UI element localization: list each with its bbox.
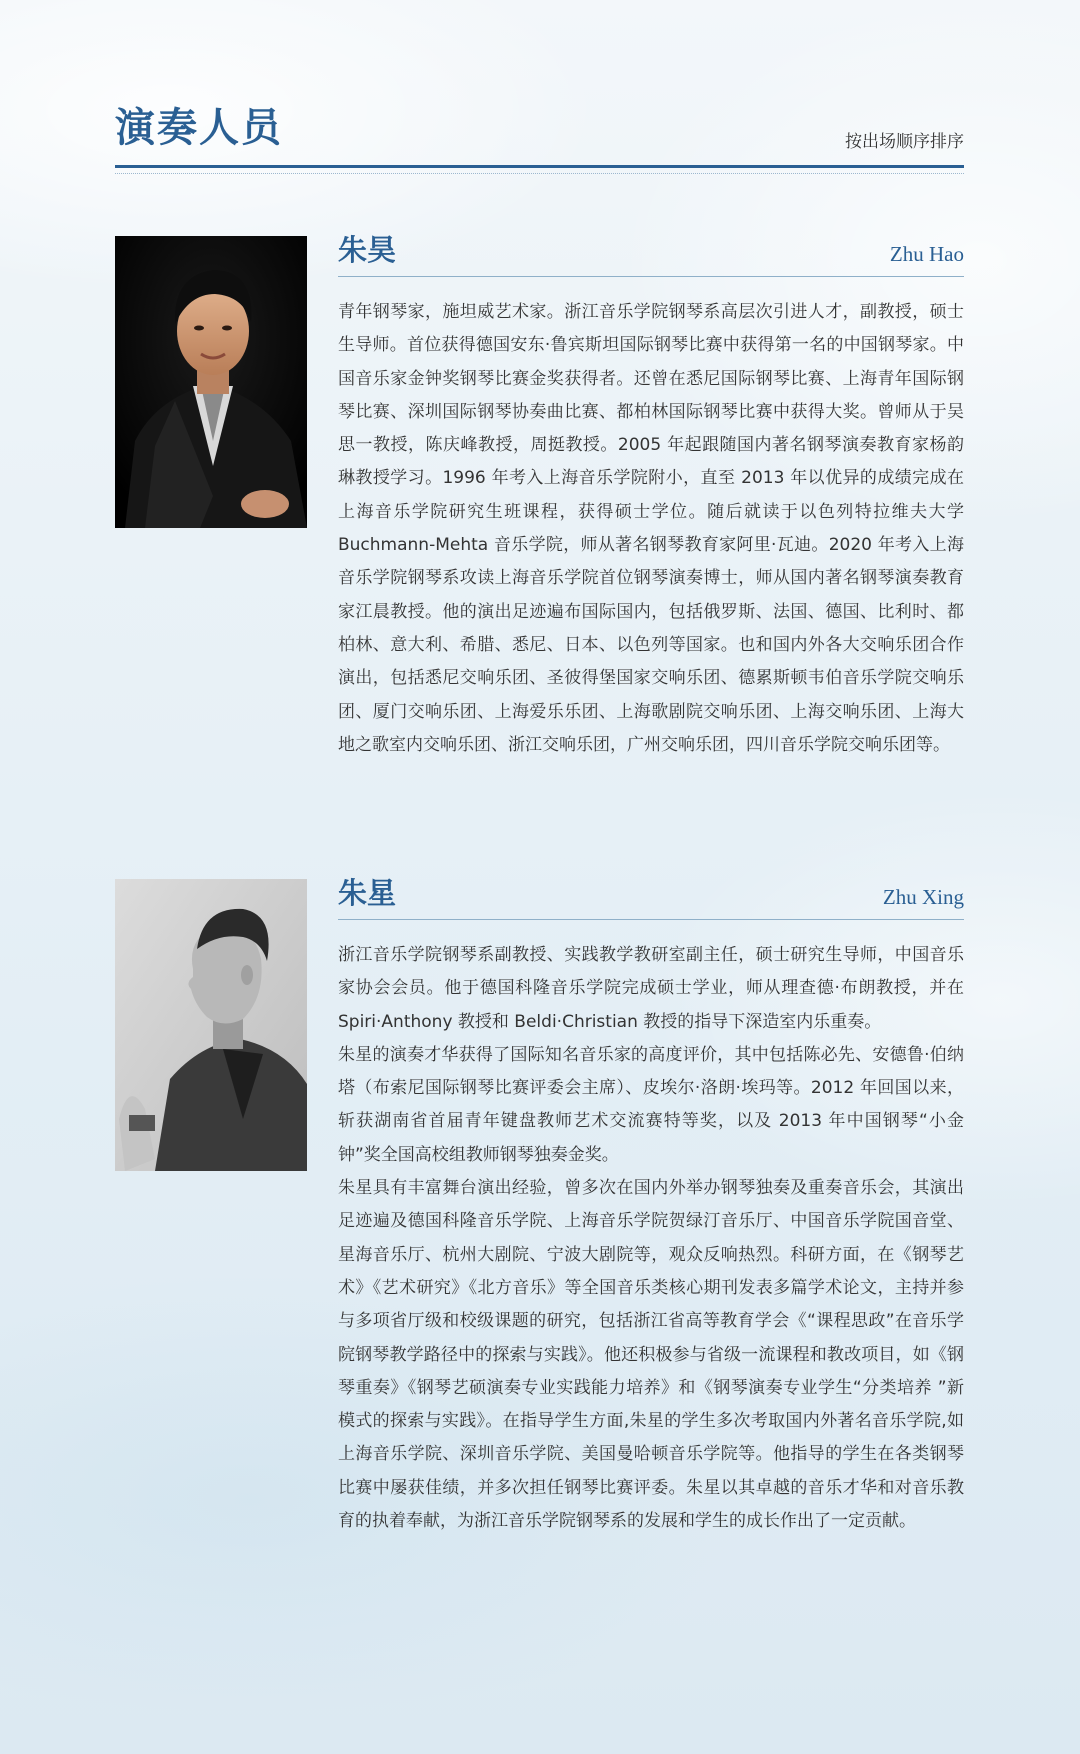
bio-paragraph: 朱星具有丰富舞台演出经验，曾多次在国内外举办钢琴独奏及重奏音乐会，其演出足迹遍及德国科隆音乐学院、上海音乐学院贺绿汀音乐厅、中国音乐学院国音堂、星海音乐厅、杭州大剧院、宁波大剧院等，观众反响热烈。科研方面，在《钢琴艺术》《艺术研究》《北方音乐》等全国音乐类核心期刊发表多篇学术论文，主持并参与多项省厅级和校级课题的研究，包括浙江省高等教育学会《“课程思政”在音乐学院钢琴教学路径中的探索与实践》。他还积极参与省级一流课程和教改项目，如《钢琴重奏》《钢琴艺硕演奏专业实践能力培养》和《钢琴演奏专业学生“分类培养 ”新模式的探索与实践》。在指导学生方面,朱星的学生多次考取国内外著名音乐学院,如上海音乐学院、深圳音乐学院、美国曼哈顿音乐学院等。他指导的学生在各类钢琴比赛中屡获佳绩，并多次担任钢琴比赛评委。朱星以其卓越的音乐才华和对音乐教育的执着奉献，为浙江音乐学院钢琴系的发展和学生的成长作出了一定贡献。: [338, 1178, 964, 1532]
performer-name-en: Zhu Hao: [889, 242, 964, 266]
performer-bio: [338, 296, 964, 762]
performer-info: [338, 876, 964, 1532]
header-rule: [115, 165, 964, 168]
order-note: 按出场顺序排序: [845, 132, 964, 152]
name-divider: [338, 919, 964, 920]
portrait-photo-icon: [115, 236, 307, 528]
performer-bio: [338, 939, 964, 1538]
portrait-photo-icon: [115, 879, 307, 1171]
page-header: [115, 100, 964, 170]
name-row: [338, 233, 964, 276]
performer-name-cn: 朱星: [338, 876, 397, 910]
performer-name-en: Zhu Xing: [882, 885, 964, 909]
performer-photo: [115, 236, 307, 528]
bio-paragraph: 朱星的演奏才华获得了国际知名音乐家的高度评价，其中包括陈必先、安德鲁·伯纳塔（布索尼国际钢琴比赛评委会主席）、皮埃尔·洛朗·埃玛等。2012 年回国以来，斩获湖南省首届青年键盘教师艺术交流赛特等奖，以及 2013 年中国钢琴“小金钟”奖全国高校组教师钢琴独奏金奖。: [338, 1044, 964, 1165]
header-dotted-rule: [115, 173, 964, 174]
performer-name-cn: 朱昊: [338, 233, 397, 267]
bio-paragraph: 浙江音乐学院钢琴系副教授、实践教学教研室副主任，硕士研究生导师，中国音乐家协会会员。他于德国科隆音乐学院完成硕士学业，师从理查德·布朗教授，并在 Spiri·Anthony 教授和 Beldi·Christian 教授的指导下深造室内乐重奏。: [338, 945, 964, 1032]
name-row: [338, 876, 964, 919]
page-title: 演奏人员: [115, 104, 283, 151]
performer-photo: [115, 879, 307, 1171]
name-divider: [338, 276, 964, 277]
bio-paragraph: 青年钢琴家，施坦威艺术家。浙江音乐学院钢琴系高层次引进人才，副教授，硕士生导师。首位获得德国安东·鲁宾斯坦国际钢琴比赛中获得第一名的中国钢琴家。中国音乐家金钟奖钢琴比赛金奖获得者。还曾在悉尼国际钢琴比赛、上海青年国际钢琴比赛、深圳国际钢琴协奏曲比赛、都柏林国际钢琴比赛中获得大奖。曾师从于吴思一教授，陈庆峰教授，周挺教授。2005 年起跟随国内著名钢琴演奏教育家杨韵琳教授学习。1996 年考入上海音乐学院附小，直至 2013 年以优异的成绩完成在上海音乐学院研究生班课程，获得硕士学位。随后就读于以色列特拉维夫大学 Buchmann-Mehta 音乐学院，师从著名钢琴教育家阿里·瓦迪。2020 年考入上海音乐学院钢琴系攻读上海音乐学院首位钢琴演奏博士，师从国内著名钢琴演奏教育家江晨教授。他的演出足迹遍布国际国内，包括俄罗斯、法国、德国、比利时、都柏林、意大利、希腊、悉尼、日本、以色列等国家。也和国内外各大交响乐团合作演出，包括悉尼交响乐团、圣彼得堡国家交响乐团、德累斯顿韦伯音乐学院交响乐团、厦门交响乐团、上海爱乐乐团、上海歌剧院交响乐团、上海交响乐团、上海大地之歌室内交响乐团、浙江交响乐团，广州交响乐团，四川音乐学院交响乐团等。: [338, 302, 964, 755]
performer-info: [338, 233, 964, 755]
